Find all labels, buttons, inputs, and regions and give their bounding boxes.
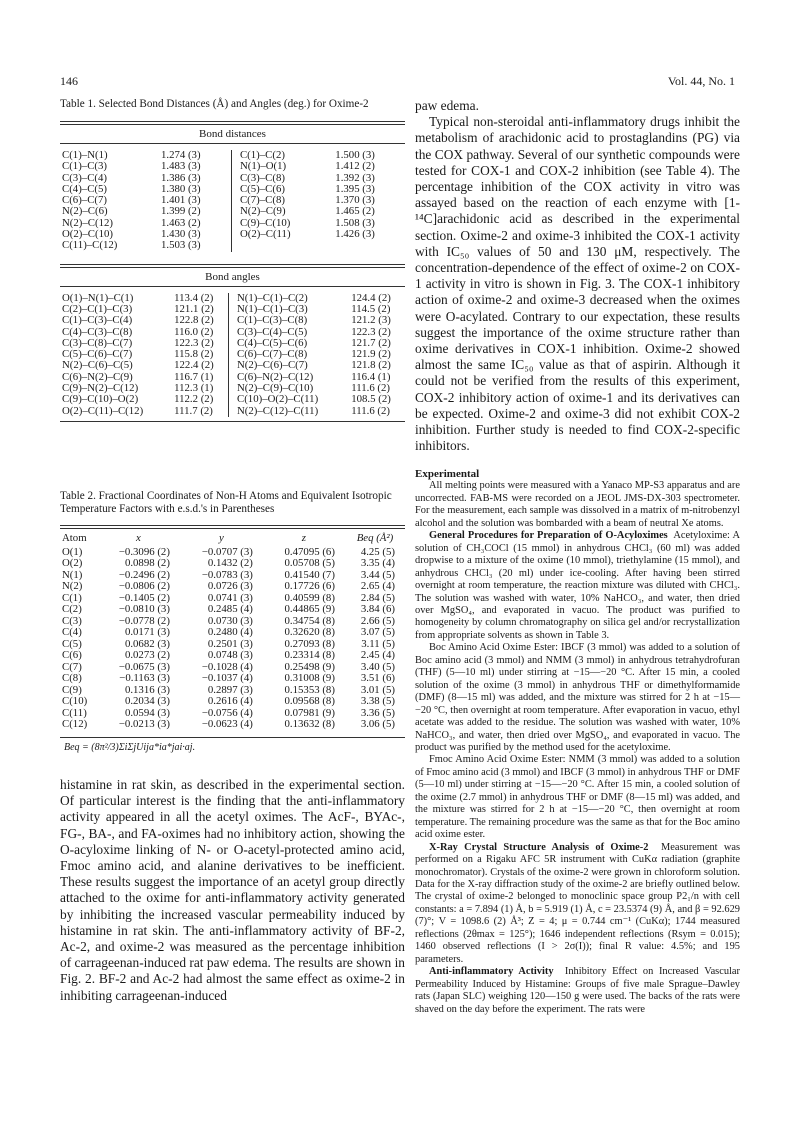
coord-value: −0.1163 (3)	[119, 672, 170, 685]
coord-value: 0.27093 (8)	[284, 637, 335, 650]
coord-value: 0.0594 (3)	[124, 706, 170, 719]
bond-distances-table	[60, 150, 405, 252]
coord-value: 3.40 (5)	[360, 660, 395, 673]
coord-value: 0.0898 (2)	[124, 557, 170, 570]
coord-value: 3.35 (4)	[360, 557, 395, 570]
xray-analysis-title: X-Ray Crystal Structure Analysis of Oxime-2	[429, 841, 649, 853]
coord-value: 0.2501 (3)	[207, 637, 253, 650]
procedure-fmoc-ester: Fmoc Amino Acid Oxime Ester: NMM (3 mmol) was added to a solution of Fmoc amino acid (3 mmol) and IBCF (3 mmol) in anhydrous THF or DMF (5—10 ml) under stirring at −15—−20 °C. After 15 min, a cooled solution of the oxime (2.7 mmol) in anhydrous THF or DMF (8—15 ml) was added, and the mixture was stirred for 2 h at −15—−20 °C, then overnight at room temperature. The remaining procedure was the same as that for the Boc amino acid oxime ester.	[415, 754, 740, 841]
coord-value: 0.17726 (6)	[284, 580, 335, 593]
bond-value: 121.8 (2)	[351, 359, 391, 372]
bond-value: 116.0 (2)	[174, 325, 214, 338]
bond-label: N(2)–C(12)	[62, 216, 113, 229]
procedure-acyloxime-title: General Procedures for Preparation of O-Acyloximes	[429, 530, 668, 542]
coord-value: 0.0730 (3)	[207, 614, 253, 627]
bond-label: C(1)–C(2)	[231, 150, 331, 161]
atom-label: C(4)	[62, 626, 82, 639]
coord-value: 2.84 (5)	[360, 591, 395, 604]
bond-label: O(1)–N(1)–C(1)	[62, 291, 134, 304]
coord-value: 0.40599 (8)	[284, 591, 335, 604]
experimental-intro: All melting points were measured with a Yanaco MP-S3 apparatus and are uncorrected. FAB-MS were recorded on a JEOL JMS-DX-303 spectrometer. For the measurement, each sample was dissolved in a matrix of m-nitrobenzyl alcohol and the solution was bombarded with a beam of neutral Xe atoms.	[415, 480, 740, 529]
bond-value: 124.4 (2)	[351, 291, 391, 304]
coord-value: −0.0783 (3)	[201, 568, 253, 581]
distances-row	[60, 240, 405, 251]
coord-value: 3.51 (6)	[360, 672, 395, 685]
coord-value: −0.1028 (4)	[201, 660, 253, 673]
bond-label: N(2)–C(6)–C(5)	[62, 359, 133, 372]
atom-label: C(7)	[62, 660, 82, 673]
bond-value: 122.8 (2)	[174, 314, 214, 327]
anti-inflammatory-activity	[415, 966, 740, 1016]
coord-header-3: z	[301, 531, 306, 544]
bond-value: 1.386 (3)	[160, 171, 201, 184]
angles-row	[60, 406, 405, 417]
bond-label: C(1)–N(1)	[62, 149, 108, 161]
bond-label: C(5)–C(6)	[231, 184, 331, 195]
bond-label: C(9)–C(10)	[231, 218, 331, 229]
bond-value: 121.1 (2)	[174, 302, 214, 315]
coord-value: 4.25 (5)	[360, 545, 395, 558]
page-number: 146	[60, 74, 78, 88]
bond-value: 115.8 (2)	[174, 348, 214, 361]
coord-value: 0.2616 (4)	[207, 695, 253, 708]
bond-label: O(2)–C(10)	[62, 228, 113, 241]
coord-value: 0.1316 (3)	[124, 683, 170, 696]
atom-label: C(1)	[62, 591, 82, 604]
coord-value: 0.2897 (3)	[207, 683, 253, 696]
coord-value: −0.0806 (2)	[118, 580, 170, 593]
bond-value: 122.4 (2)	[174, 359, 214, 372]
bond-label: C(1)–C(3)	[62, 160, 107, 173]
atom-label: N(1)	[62, 568, 83, 581]
bond-value: 1.399 (2)	[160, 205, 201, 218]
coord-value: 0.07981 (9)	[284, 706, 335, 719]
coord-value: 0.1432 (2)	[207, 557, 253, 570]
coord-value: 0.34754 (8)	[284, 614, 335, 627]
bond-label: C(1)–C(3)–C(4)	[62, 314, 133, 327]
bond-angles-table	[60, 293, 405, 417]
bond-value: 1.380 (3)	[160, 182, 201, 195]
atom-label: C(5)	[62, 637, 82, 650]
bond-value: 111.6 (2)	[351, 404, 391, 417]
coord-value: 0.13632 (8)	[284, 718, 335, 731]
bond-label: C(5)–C(6)–C(7)	[62, 348, 133, 361]
coord-row	[60, 719, 405, 731]
coord-value: 0.05708 (5)	[284, 557, 335, 570]
bond-label: C(10)–O(2)–C(11)	[229, 394, 348, 405]
bond-label: O(2)–C(11)–C(12)	[62, 404, 144, 417]
bond-label: C(3)–C(8)–C(7)	[62, 336, 133, 349]
bond-label: C(3)–C(8)	[231, 173, 331, 184]
bond-value: 116.7 (1)	[174, 370, 214, 383]
left-column	[60, 98, 405, 1004]
coord-value: −0.0623 (4)	[201, 718, 253, 731]
bond-label: C(3)–C(4)–C(5)	[229, 327, 348, 338]
coord-value: 0.0748 (3)	[207, 649, 253, 662]
bond-label: N(2)–C(6)–C(7)	[229, 360, 348, 371]
atom-label: C(2)	[62, 603, 82, 616]
coord-value: 0.0273 (2)	[124, 649, 170, 662]
xray-analysis	[415, 842, 740, 967]
bond-value: 112.3 (1)	[174, 382, 214, 395]
coord-value: −0.1405 (2)	[118, 591, 170, 604]
bond-value: 121.7 (2)	[351, 336, 391, 349]
coordinates-table	[60, 529, 405, 731]
anti-inflammatory-title: Anti-inflammatory Activity	[429, 966, 554, 978]
coord-value: 2.66 (5)	[360, 614, 395, 627]
bond-label: N(1)–O(1)	[231, 161, 331, 172]
coord-value: 3.44 (5)	[360, 568, 395, 581]
right-intro-text: paw edema.	[415, 98, 479, 113]
table2-caption: Table 2. Fractional Coordinates of Non-H Atoms and Equivalent Isotropic Temperature Factors with e.s.d.'s in Parentheses	[60, 489, 392, 515]
coord-value: 0.32620 (8)	[284, 626, 335, 639]
journal-volume: Vol. 44, No. 1	[667, 74, 735, 88]
bond-value: 121.2 (3)	[351, 314, 391, 327]
coord-header-2: y	[219, 531, 224, 544]
bond-label: C(4)–C(3)–C(8)	[62, 325, 133, 338]
bond-value: 1.503 (3)	[160, 239, 201, 252]
bond-label: C(4)–C(5)	[62, 182, 107, 195]
coord-value: 3.06 (5)	[360, 718, 395, 731]
coord-value: 2.45 (4)	[360, 649, 395, 662]
bond-label: C(7)–C(8)	[231, 195, 331, 206]
bond-label: N(2)–C(6)	[62, 205, 108, 218]
bond-value: 1.508 (3)	[335, 216, 375, 229]
atom-label: C(6)	[62, 649, 82, 662]
coord-value: −0.3096 (2)	[118, 545, 170, 558]
coord-value: 3.01 (5)	[360, 683, 395, 696]
atom-label: C(10)	[62, 695, 88, 708]
coord-value: 3.07 (5)	[360, 626, 395, 639]
bond-label: C(6)–C(7)	[62, 194, 107, 207]
left-body-text: histamine in rat skin, as described in the experimental section. Of particular interest is the finding that the anti-inflammatory activity appeared in all the acetyl oximes. The AcF-, BYAc-, FG-, BA-, and FA-oximes had no inhibitory action, showing the O-acyloxime linking of N- or O-acetyl-protected amino acid, Fmoc amino acid, and alanine derivatives to be inefficient. These results suggest the importance of an acetyl group directly attached to the oxime for anti-inflammatory activity generated by inhibiting the increased vascular permeability induced by histamine in rat skin. The anti-inflammatory activity of BF-2, Ac-2, and oxime-2 was measured as the percentage inhibition of carrageenan-induced rat paw edema. The results are shown in Fig. 2. BF-2 and Ac-2 had almost the same effect as oxime-2 in inhibiting carrageenan-induced	[60, 776, 405, 1003]
angles-row	[60, 394, 405, 405]
bond-value: 122.3 (2)	[174, 336, 214, 349]
bond-value: 1.395 (3)	[335, 182, 375, 195]
atom-label: C(3)	[62, 614, 82, 627]
coord-value: 2.65 (4)	[360, 580, 395, 593]
bond-value	[331, 240, 405, 251]
coord-value: 0.2485 (4)	[207, 603, 253, 616]
coord-value: 0.23314 (8)	[284, 649, 335, 662]
anti-inflammatory-body: Inhibitory Effect on Increased Vascular Permeability Induced by Histamine: Groups of five male Sprague–Dawley rats (Japan SLC) weighing 120—150 g were used. The backs of the rats were shaved on the day before the experiment. The rats were	[415, 966, 740, 1015]
bond-label: C(6)–N(2)–C(9)	[62, 370, 133, 383]
coord-value: −0.2496 (2)	[118, 568, 170, 581]
atom-label: C(11)	[62, 706, 87, 719]
procedure-boc-ester: Boc Amino Acid Oxime Ester: IBCF (3 mmol) was added to a solution of Boc amino acid (3 mmol) and NMM (3 mmol) in anhydrous tetrahydrofuran (THF) (5—10 ml) under stirring at −15—−20 °C. After 15 min, a cooled solution of the oxime (3 mmol) in anhydrous THF or dimethylformamide (DMF) (8—15 ml) was added, and the mixture was stirred for 2 h at −15—−20 °C, then overnight at room temperature. After evaporation in vacuo, ethyl acetate was added to the residue. The solution was washed with water, 10% NaHCO₃, and water, then dried over MgSO₄, and evaporated in vacuo. The product was purified by the method used for the acetyloxime.	[415, 642, 740, 753]
angles-row	[60, 315, 405, 326]
bond-label: C(3)–C(4)	[62, 171, 107, 184]
bond-value: 121.9 (2)	[351, 348, 391, 361]
coord-value: −0.0675 (3)	[118, 660, 170, 673]
bond-label: C(9)–N(2)–C(12)	[62, 382, 139, 395]
table2-footnote: Beq = (8π²/3)ΣiΣjUija*ia*jai·aj.	[64, 741, 196, 753]
distances-row	[60, 161, 405, 172]
atom-label: O(2)	[62, 557, 83, 570]
bond-label: C(4)–C(5)–C(6)	[229, 338, 348, 349]
coord-value: 3.38 (5)	[360, 695, 395, 708]
coord-value: 3.84 (6)	[360, 603, 395, 616]
bond-value: 1.412 (2)	[335, 160, 375, 173]
atom-label: O(1)	[62, 545, 83, 558]
bond-label: O(2)–C(11)	[231, 229, 331, 240]
bond-label: C(2)–C(1)–C(3)	[62, 302, 133, 315]
bond-distances-title: Bond distances	[199, 128, 266, 140]
bond-value: 1.465 (2)	[335, 205, 375, 218]
coord-header-4: Beq (Å²)	[356, 531, 394, 544]
coord-value: 0.25498 (9)	[284, 660, 335, 673]
bond-value: 114.5 (2)	[351, 302, 391, 315]
bond-label: N(2)–C(9)–C(10)	[229, 383, 348, 394]
coord-value: 0.31008 (9)	[284, 672, 335, 685]
atom-label: N(2)	[62, 580, 83, 593]
bond-value: 112.2 (2)	[174, 393, 214, 406]
coord-value: 0.09568 (8)	[284, 695, 335, 708]
bond-label: C(9)–C(10)–O(2)	[62, 393, 139, 406]
bond-angles-title: Bond angles	[205, 270, 260, 283]
bond-value: 1.483 (3)	[160, 160, 201, 173]
bond-label: N(1)–C(1)–C(2)	[229, 293, 348, 304]
coord-value: 0.0741 (3)	[207, 591, 253, 604]
coord-header-0: Atom	[62, 531, 87, 544]
experimental-heading: Experimental	[415, 468, 480, 481]
bond-value: 1.392 (3)	[335, 171, 375, 184]
coord-value: −0.0756 (4)	[201, 706, 253, 719]
coord-value: 0.47095 (6)	[284, 545, 335, 558]
coord-value: −0.1037 (4)	[201, 672, 253, 685]
coord-value: 0.44865 (9)	[284, 603, 335, 616]
coord-value: 3.11 (5)	[361, 637, 395, 650]
table1-caption: Table 1. Selected Bond Distances (Å) and Angles (deg.) for Oxime-2	[60, 98, 369, 110]
bond-value: 122.3 (2)	[351, 325, 391, 338]
procedure-acyloxime-body: Acetyloxime: A solution of CH₃COCl (15 mmol) in anhydrous CHCl₃ (60 ml) was added dropwise to a mixture of the oxime (10 mmol), triethylamine (15 mmol), and anhydrous CHCl₃ (20 ml) under ice-cooling. After having been stirred overnight at room temperature, the reaction mixture was diluted with CHCl₃. The solution was washed with water, 10% NaHCO₃, and water, then dried over MgSO₄, and evaporated in vacuo. The product was purified to homogeneity by column chromatography on silica gel and/or recrystallization from appropriate solvents as shown in Table 3.	[415, 530, 740, 641]
procedure-acyloxime	[415, 530, 740, 642]
bond-value: 1.500 (3)	[335, 149, 375, 161]
coord-value: 0.2034 (3)	[124, 695, 170, 708]
right-column	[415, 98, 740, 1016]
coord-value: 3.36 (5)	[360, 706, 395, 719]
bond-label: C(11)–C(12)	[62, 239, 118, 252]
atom-label: C(9)	[62, 683, 82, 696]
coord-header-1: x	[136, 531, 141, 544]
coord-value: 0.15353 (8)	[284, 683, 335, 696]
coord-value: 0.41540 (7)	[284, 568, 335, 581]
coord-value: −0.0778 (2)	[118, 614, 170, 627]
coord-value: −0.0810 (3)	[118, 603, 170, 616]
atom-label: C(12)	[62, 718, 88, 731]
bond-value: 111.6 (2)	[351, 382, 391, 395]
bond-value: 1.463 (2)	[160, 216, 201, 229]
coord-value: 0.2480 (4)	[207, 626, 253, 639]
bond-label: N(1)–C(1)–C(3)	[229, 304, 348, 315]
bond-value: 116.4 (1)	[351, 370, 391, 383]
bond-label: C(6)–C(7)–C(8)	[229, 349, 348, 360]
coord-value: −0.0707 (3)	[201, 545, 253, 558]
bond-value: 1.401 (3)	[160, 194, 201, 207]
coord-value: 0.0171 (3)	[124, 626, 170, 639]
bond-value: 111.7 (2)	[174, 404, 213, 417]
bond-label: N(2)–C(12)–C(11)	[229, 406, 348, 417]
bond-value: 113.4 (2)	[174, 291, 214, 304]
bond-value: 1.430 (3)	[160, 228, 201, 241]
bond-value: 108.5 (2)	[351, 393, 391, 406]
bond-value: 1.274 (3)	[160, 149, 201, 161]
bond-value: 1.426 (3)	[335, 228, 375, 241]
coord-value: 0.0726 (3)	[207, 580, 253, 593]
coord-value: −0.0213 (3)	[118, 718, 170, 731]
right-body-text: Typical non-steroidal anti-inflammatory drugs inhibit the metabolism of arachidonic acid to prostaglandins (PG) via the COX pathway. Several of our synthetic compounds were tested for COX-1 and COX-2 inhibition (see Table 4). The percentage inhibition of the COX activity in vitro was assayed based on the reaction of each enzyme with [1-¹⁴C]arachidonic acid as described in the experimental section. Oxime-2 and oxime-3 inhibited the COX-1 activity with IC₅₀ values of 50 and 130 μM, respectively. The concentration-dependence of the effect of oxime-2 on COX-1 activity in vitro is shown in Fig. 3. The COX-1 inhibitory action of oxime-2 and oxime-3 decreased when the oximes were O-acylated. Contrary to our expectation, these results suggest the importance of the oxime structure rather than oxime derivatives in COX-1 inhibition. Oxime-2 showed almost the same IC₅₀ value as that of aspirin. Although it could not be verified from the results of this experiment, COX-2 inhibitory action of oxime-1 and its derivatives can be expected. Oxime-2 and oxime-3 did not exhibit COX-2 inhibition. Further study is needed to find COX-2-specific inhibitors.	[415, 114, 740, 454]
coord-value: 0.0682 (3)	[124, 637, 170, 650]
bond-label: C(6)–N(2)–C(12)	[229, 372, 348, 383]
bond-label: C(1)–C(3)–C(8)	[229, 315, 348, 326]
atom-label: C(8)	[62, 672, 82, 685]
bond-value: 1.370 (3)	[335, 194, 375, 207]
xray-analysis-body: Measurement was performed on a Rigaku AFC 5R instrument with CuKα radiation (graphite monochromator). Crystals of the oxime-2 were grown in chloroform solution. Data for the X-ray diffraction study of the oxime-2 are briefly outlined below. The crystal of oxime-2 belonged to monoclinic space group P2₁/n with cell constants: a = 7.894 (1) Å, b = 5.919 (1) Å, c = 23.5374 (9) Å, and β = 92.629 (7)°; V = 1098.6 (2) Å³; Z = 4; μ = 0.744 cm⁻¹ (CuKα); 1744 measured reflections (2θmax = 125°); 1646 independent reflections (Rsym = 0.015); 1460 observed reflections (I > 2σ(I)); final R value: 4.5%; and 195 parameters.	[415, 841, 740, 965]
bond-label: N(2)–C(9)	[231, 206, 331, 217]
bond-label	[231, 240, 331, 251]
